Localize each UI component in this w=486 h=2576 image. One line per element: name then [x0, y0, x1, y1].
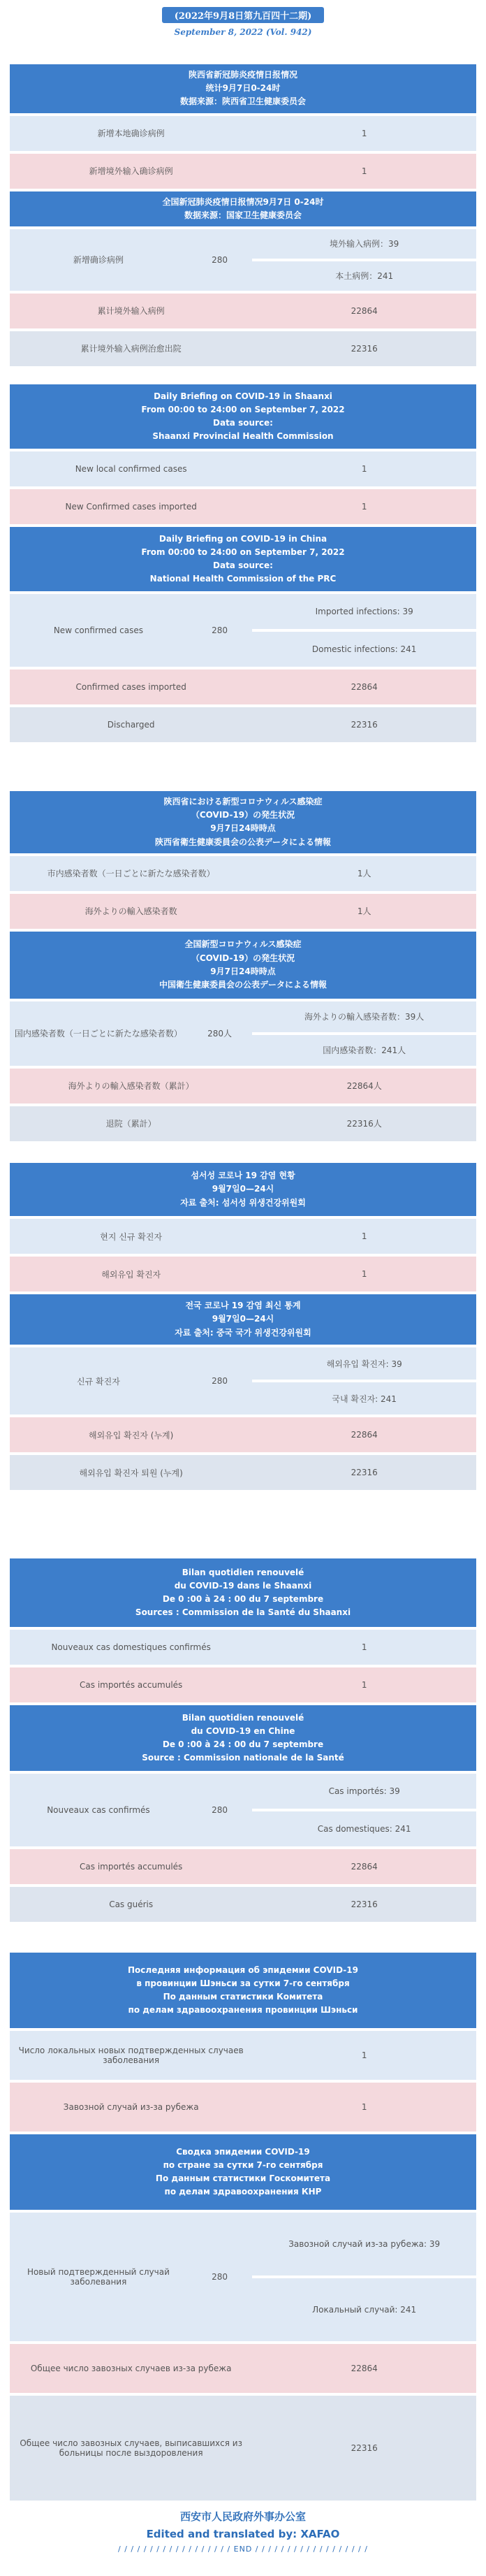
shaanxi-title-line: du COVID-19 dans le Shaanxi — [174, 1580, 312, 1591]
shaanxi-title-line: Sources : Commission de la Santé du Shaanxi — [135, 1607, 351, 1618]
row-label: New Confirmed cases imported — [10, 489, 252, 524]
table-row — [10, 1667, 476, 1702]
shaanxi-header — [10, 384, 476, 449]
table-row — [10, 2083, 476, 2132]
new-cases-label: Nouveaux cas confirmés — [10, 1774, 187, 1846]
table-row — [10, 116, 476, 151]
section-fr — [10, 1556, 476, 1925]
shaanxi-title-line: в провинции Шэньси за сутки 7-го сентября — [136, 1978, 350, 1988]
section-zh — [10, 61, 476, 369]
briefing-table-ja — [10, 788, 476, 1144]
table-row — [10, 707, 476, 742]
china-title-line: du COVID-19 en Chine — [191, 1725, 295, 1736]
shaanxi-title-line: 陕西省新冠肺炎疫情日报情况 — [188, 70, 297, 80]
new-cases-label: New confirmed cases — [10, 594, 187, 667]
row-label: Nouveaux cas domestiques confirmés — [10, 1630, 252, 1665]
footer-credit: Edited and translated by: XAFAO — [146, 2528, 340, 2540]
china-title-line: From 00:00 to 24:00 on September 7, 2022 — [141, 547, 345, 557]
row-label: 退院（累計） — [10, 1106, 252, 1141]
domestic-infections: 国内感染者数：241人 — [252, 1035, 476, 1066]
row-value: 22864 — [252, 1849, 476, 1884]
china-header — [10, 2134, 476, 2210]
table-row — [10, 856, 476, 891]
table-row — [10, 2344, 476, 2393]
row-label: 市内感染者数（一日ごとに新たな感染者数） — [10, 856, 252, 891]
briefing-table-zh — [10, 61, 476, 369]
footer-end: / / / / / / / / / / / / / / / / / / END / / / / / / / / / / / / / / / / / / — [118, 2545, 368, 2554]
table-row — [10, 1887, 476, 1922]
domestic-infections: Cas domestiques: 241 — [252, 1811, 476, 1846]
new-cases-total: 280人 — [187, 1001, 253, 1066]
row-label: 해외유입 확진자 퇴원 (누계) — [10, 1455, 252, 1490]
row-value: 1 — [252, 2031, 476, 2080]
shaanxi-header — [10, 64, 476, 113]
briefing-table-ru — [10, 1950, 476, 2503]
section-ru — [10, 1950, 476, 2503]
shaanxi-title-line: 9월7일0—24시 — [212, 1184, 274, 1194]
new-cases-row — [10, 1774, 476, 1809]
table-row — [10, 2396, 476, 2501]
china-title-line: По данным статистики Госкомитета — [155, 2173, 331, 2183]
china-header — [10, 1705, 476, 1771]
row-label: 해외유입 확진자 (누계) — [10, 1417, 252, 1452]
table-row — [10, 154, 476, 189]
shaanxi-title-line: Последняя информация об эпидемии COVID-19 — [128, 1964, 358, 1975]
table-row — [10, 1455, 476, 1490]
new-cases-row — [10, 1347, 476, 1380]
row-value: 1人 — [252, 894, 476, 929]
new-cases-label: 国内感染者数（一日ごとに新たな感染者数） — [10, 1001, 187, 1066]
china-title-line: 数据来源：国家卫生健康委员会 — [184, 210, 302, 220]
row-label: Число локальных новых подтвержденных случаев заболевания — [10, 2031, 252, 2080]
new-cases-total: 280 — [187, 2213, 253, 2341]
row-value: 22316人 — [252, 1106, 476, 1141]
shaanxi-header — [10, 1953, 476, 2028]
section-ja — [10, 788, 476, 1144]
row-value: 22864 — [252, 2344, 476, 2393]
china-title-line: 9月7日24時時点 — [210, 966, 276, 976]
imported-infections: Imported infections: 39 — [252, 594, 476, 629]
row-value: 22864 — [252, 294, 476, 328]
row-label: Cas importés accumulés — [10, 1667, 252, 1702]
shaanxi-title-line: From 00:00 to 24:00 on September 7, 2022 — [141, 404, 345, 414]
shaanxi-title-line: 자료 출처: 섬서성 위생건강위원회 — [180, 1197, 306, 1208]
row-value: 1 — [252, 116, 476, 151]
row-label: Confirmed cases imported — [10, 670, 252, 704]
shaanxi-header — [10, 1558, 476, 1627]
new-cases-label: 新增确诊病例 — [10, 229, 187, 291]
row-label: 累计境外输入病例治愈出院 — [10, 331, 252, 366]
china-title-line: 9월7일0—24시 — [212, 1314, 274, 1324]
shaanxi-title-line: 陝西省における新型コロナウィルス感染症 — [163, 797, 323, 806]
table-row — [10, 1630, 476, 1665]
row-value: 1 — [252, 489, 476, 524]
row-value: 1 — [252, 1667, 476, 1702]
china-title-line: Bilan quotidien renouvelé — [182, 1712, 304, 1723]
new-cases-total: 280 — [187, 594, 253, 667]
row-label: 新增境外输入确诊病例 — [10, 154, 252, 189]
issue-header — [0, 7, 486, 37]
row-value: 1 — [252, 1257, 476, 1291]
table-row — [10, 894, 476, 929]
shaanxi-title-line: 陝西省衛生健康委員会の公表データによる情報 — [154, 837, 331, 847]
china-title-line: 中国衛生健康委員会の公表データによる情報 — [159, 979, 327, 990]
row-value: 22864 — [252, 670, 476, 704]
briefing-table-en — [10, 382, 476, 745]
briefing-table-fr — [10, 1556, 476, 1925]
imported-infections: 해외유입 확진자: 39 — [252, 1347, 476, 1380]
table-row — [10, 1417, 476, 1452]
row-label: 海外よりの輸入感染者数 — [10, 894, 252, 929]
row-label: 累计境外输入病例 — [10, 294, 252, 328]
china-title-line: по стране за сутки 7-го сентября — [163, 2159, 323, 2170]
china-title-line: 全国新型コロナウィルス感染症 — [184, 939, 302, 950]
row-value: 22316 — [252, 707, 476, 742]
table-row — [10, 1219, 476, 1254]
china-title-line: Data source: — [213, 560, 273, 570]
row-label: Discharged — [10, 707, 252, 742]
shaanxi-title-line: 섬서성 코로나 19 감염 현황 — [191, 1171, 295, 1181]
row-value: 22316 — [252, 1455, 476, 1490]
china-title-line: Source : Commission nationale de la Santé — [142, 1753, 344, 1763]
section-en — [10, 382, 476, 745]
row-value: 22316 — [252, 2396, 476, 2501]
table-row — [10, 1069, 476, 1104]
row-label: Общее число завозных случаев, выписавшихся из больницы после выздоровления — [10, 2396, 252, 2501]
new-cases-row — [10, 1001, 476, 1032]
china-title-line: по делам здравоохранения КНР — [164, 2187, 322, 2197]
new-cases-label: Новый подтвержденный случай заболевания — [10, 2213, 187, 2341]
shaanxi-title-line: Data source: — [213, 418, 273, 428]
row-label: 海外よりの輸入感染者数（累計） — [10, 1069, 252, 1104]
shaanxi-header — [10, 1163, 476, 1216]
domestic-infections: Domestic infections: 241 — [252, 632, 476, 667]
shaanxi-title-line: （COVID-19）の発生状況 — [191, 810, 295, 820]
new-cases-total: 280 — [187, 229, 253, 291]
row-label: New local confirmed cases — [10, 451, 252, 486]
new-cases-total: 280 — [187, 1774, 253, 1846]
table-row — [10, 670, 476, 704]
imported-infections: Cas importés: 39 — [252, 1774, 476, 1809]
china-title-line: De 0 :00 à 24 : 00 du 7 septembre — [162, 1739, 324, 1749]
row-label: Cas importés accumulés — [10, 1849, 252, 1884]
briefing-table-ko — [10, 1160, 476, 1493]
china-title-line: 전국 코로나 19 감염 최신 통계 — [185, 1301, 301, 1311]
row-value: 22316 — [252, 1887, 476, 1922]
shaanxi-title-line: Bilan quotidien renouvelé — [182, 1567, 304, 1577]
shaanxi-title-line: 数据来源：陕西省卫生健康委员会 — [179, 96, 306, 107]
row-label: Общее число завозных случаев из-за рубежа — [10, 2344, 252, 2393]
china-header — [10, 1294, 476, 1345]
table-row — [10, 294, 476, 328]
table-row — [10, 451, 476, 486]
section-ko — [10, 1160, 476, 1493]
shaanxi-title-line: Shaanxi Provincial Health Commission — [152, 431, 334, 442]
china-header — [10, 191, 476, 226]
row-value: 1 — [252, 2083, 476, 2132]
china-title-line: 全国新冠肺炎疫情日报情况9月7日 0-24时 — [162, 196, 324, 207]
issue-date: September 8, 2022 (Vol. 942) — [174, 27, 312, 37]
row-value: 1 — [252, 1630, 476, 1665]
domestic-infections: 국내 확진자: 241 — [252, 1382, 476, 1414]
shaanxi-title-line: De 0 :00 à 24 : 00 du 7 septembre — [162, 1594, 324, 1604]
domestic-infections: 本土病例：241 — [252, 261, 476, 291]
row-value: 1人 — [252, 856, 476, 891]
row-value: 1 — [252, 451, 476, 486]
new-cases-total: 280 — [187, 1347, 253, 1414]
row-label: Завозной случай из-за рубежа — [10, 2083, 252, 2132]
row-label: Cas guéris — [10, 1887, 252, 1922]
row-value: 22864人 — [252, 1069, 476, 1104]
china-title-line: Сводка эпидемии COVID-19 — [176, 2146, 310, 2157]
china-title-line: National Health Commission of the PRC — [149, 574, 337, 584]
footer — [0, 2509, 486, 2554]
table-row — [10, 2031, 476, 2080]
footer-org: 西安市人民政府外事办公室 — [179, 2510, 306, 2523]
table-row — [10, 331, 476, 366]
table-row — [10, 1849, 476, 1884]
new-cases-row — [10, 229, 476, 259]
row-label: 현지 신규 확진자 — [10, 1219, 252, 1254]
row-value: 1 — [252, 154, 476, 189]
row-value: 22864 — [252, 1417, 476, 1452]
china-header — [10, 527, 476, 591]
row-label: 新增本地确诊病例 — [10, 116, 252, 151]
new-cases-row — [10, 594, 476, 629]
row-value: 22316 — [252, 331, 476, 366]
shaanxi-title-line: 统计9月7日0-24时 — [205, 83, 281, 94]
china-header — [10, 932, 476, 999]
imported-infections: 海外よりの輸入感染者数：39人 — [252, 1001, 476, 1032]
china-title-line: （COVID-19）の発生状況 — [191, 953, 295, 963]
table-row — [10, 1257, 476, 1291]
table-row — [10, 1106, 476, 1141]
row-label: 해외유입 확진자 — [10, 1257, 252, 1291]
shaanxi-header — [10, 791, 476, 853]
issue-number: (2022年9月8日第九百四十二期) — [162, 7, 325, 23]
domestic-infections: Локальный случай: 241 — [252, 2278, 476, 2341]
row-value: 1 — [252, 1219, 476, 1254]
imported-infections: 境外输入病例：39 — [252, 229, 476, 259]
shaanxi-title-line: по делам здравоохранения провинции Шэньси — [128, 2005, 358, 2016]
shaanxi-title-line: 9月7日24時時点 — [210, 823, 276, 834]
imported-infections: Завозной случай из-за рубежа: 39 — [252, 2213, 476, 2275]
new-cases-row — [10, 2213, 476, 2275]
shaanxi-title-line: По данным статистики Комитета — [163, 1992, 323, 2002]
shaanxi-title-line: Daily Briefing on COVID-19 in Shaanxi — [154, 391, 332, 401]
china-title-line: 자료 출처: 중국 국가 위생건강위원회 — [175, 1327, 311, 1338]
table-row — [10, 489, 476, 524]
new-cases-label: 신규 확진자 — [10, 1347, 187, 1414]
china-title-line: Daily Briefing on COVID-19 in China — [159, 533, 327, 544]
